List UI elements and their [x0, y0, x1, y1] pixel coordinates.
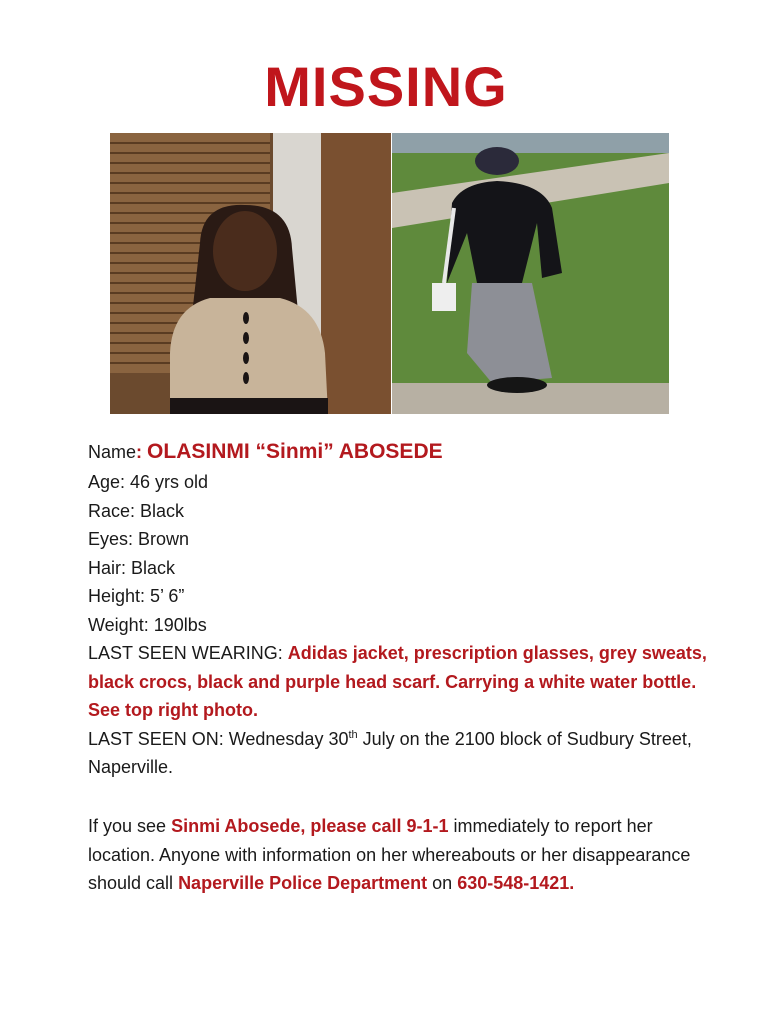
notice-p3: on: [427, 873, 458, 893]
hair-row: Hair: Black: [88, 557, 176, 578]
portrait-photo: [110, 133, 391, 414]
seen-on-row: [88, 725, 708, 782]
notice-name: Sinmi Abosede, please call 9-1-1: [171, 816, 449, 836]
details-section: [88, 436, 708, 782]
notice-phone: 630-548-1421.: [457, 873, 575, 893]
weight-row: Weight: 190lbs: [88, 614, 207, 635]
wearing-label: LAST SEEN WEARING:: [88, 643, 288, 663]
name-colon: :: [136, 442, 143, 462]
height-row: Height: 5’ 6”: [88, 586, 185, 606]
seen-on-label: LAST SEEN ON: Wednesday 30: [88, 728, 349, 749]
race-row: Race: Black: [88, 500, 185, 521]
notice-dept: Naperville Police Department: [178, 873, 428, 893]
name-row: [88, 436, 708, 468]
notice-p1: If you see: [88, 816, 172, 836]
name-value: OLASINMI “Sinmi” ABOSEDE: [147, 440, 443, 463]
notice-p2: immediately to report her location. Anyone with information on her whereabouts or her disappearance should call: [88, 816, 691, 893]
notice-paragraph: [88, 812, 708, 898]
eyes-row: Eyes: Brown: [88, 529, 190, 549]
wearing-value: Adidas jacket, prescription glasses, grey sweats, black crocs, black and purple head scarf. Carrying a white water bottle. See top right photo.: [88, 643, 707, 720]
wearing-row: [88, 639, 708, 725]
name-label: Name: [88, 442, 137, 462]
age-row: Age: 46 yrs old: [88, 472, 209, 492]
surveillance-photo: [392, 133, 669, 414]
seen-on-rest: July on the 2100 block of Sudbury Street, Naperville.: [88, 728, 692, 777]
page-title: MISSING: [264, 55, 508, 118]
seen-on-sup: th: [348, 728, 358, 741]
